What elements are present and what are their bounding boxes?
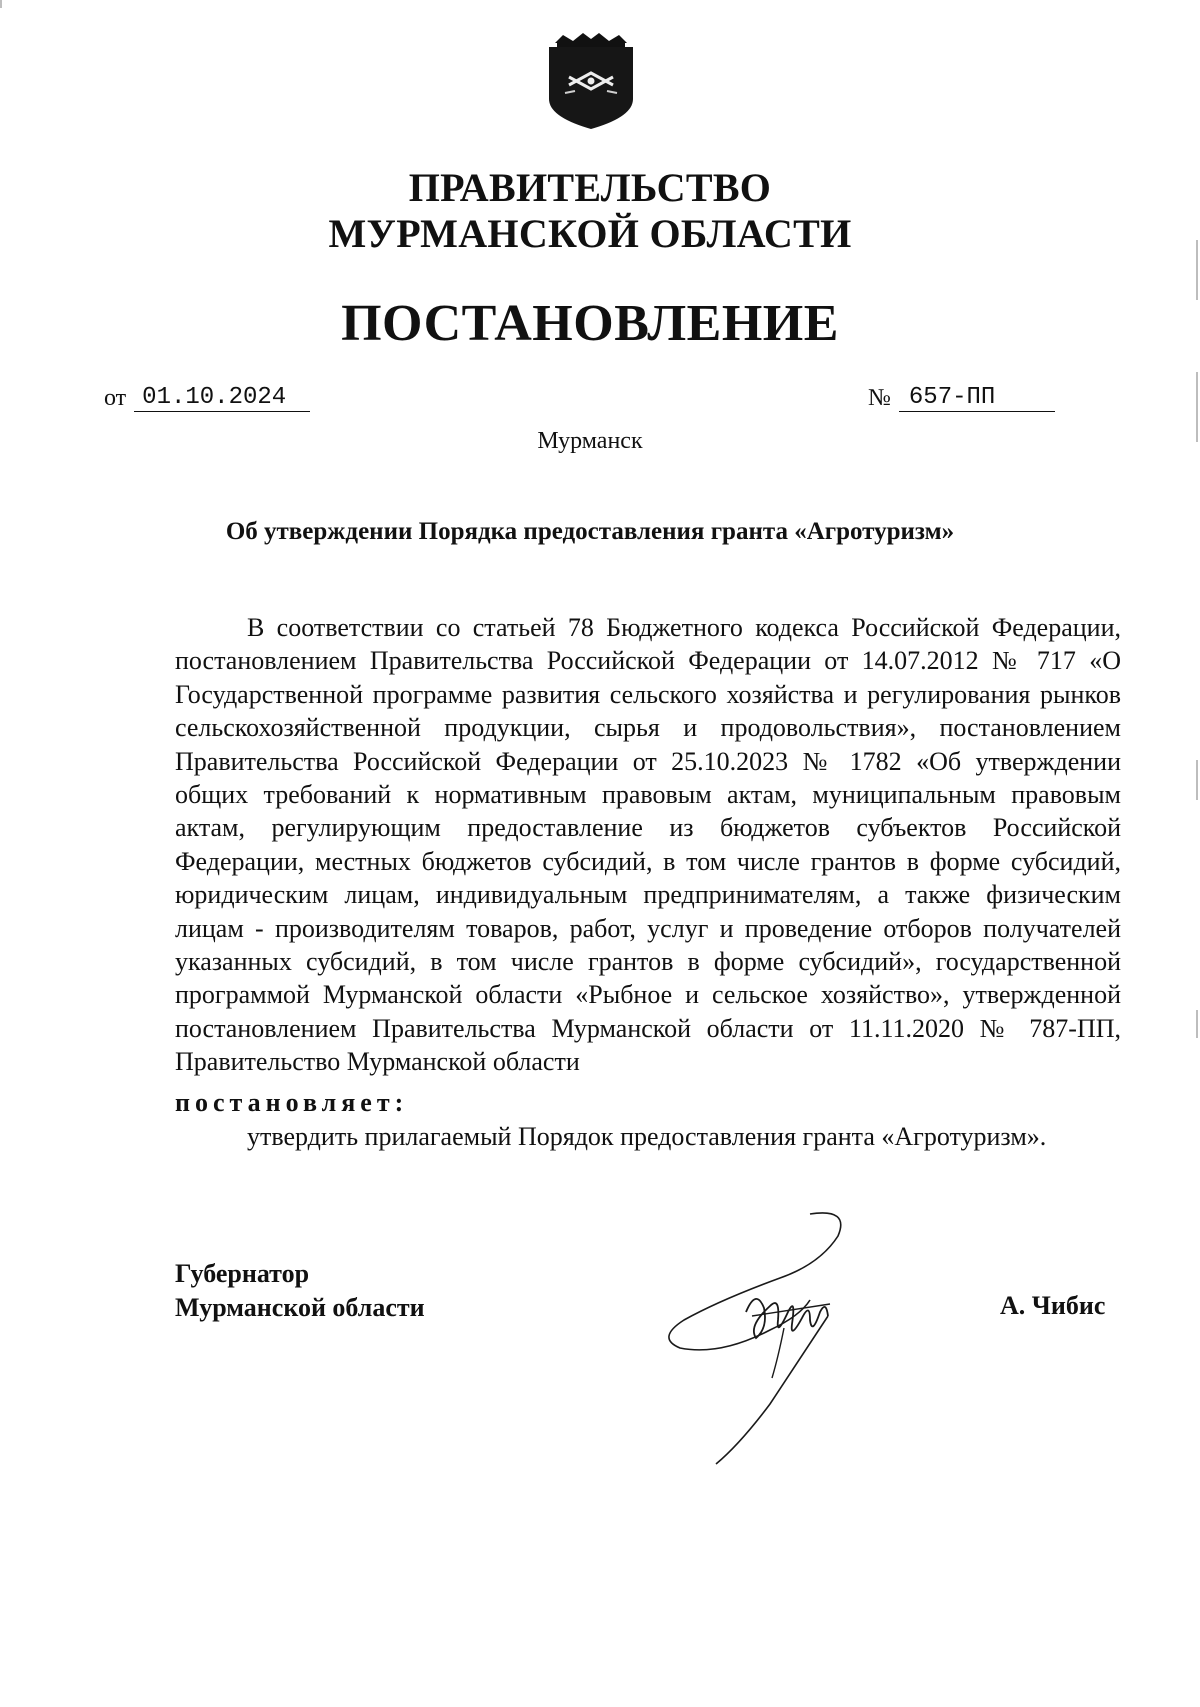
handwritten-signature [660, 1208, 900, 1468]
scan-edge-mark [1196, 240, 1198, 300]
signer-name: А. Чибис [1000, 1291, 1106, 1320]
date-prefix: от [104, 385, 127, 411]
coat-of-arms-icon [545, 33, 637, 131]
city: Мурманск [537, 428, 643, 454]
resolution-paragraph: утвердить прилагаемый Порядок предоставления гранта «Агротуризм». [247, 1122, 1047, 1151]
document-number [868, 384, 1055, 412]
scan-edge-mark [1196, 1010, 1198, 1038]
org-title-line1: ПРАВИТЕЛЬСТВО [408, 165, 772, 210]
document-subject: Об утверждении Порядка предоставления гранта «Агротуризм» [225, 518, 955, 545]
scan-edge-mark [1196, 372, 1198, 442]
preamble-paragraph: В соответствии со статьей 78 Бюджетного кодекса Российской Федерации, постановлением Правительства Российской Федерации от 14.07.2012 № 717 «О Государственной программе развития сельского хозяйства и регулирования рынков сельскохозяйственной продукции, сырья и продовольствия», постановлением Правительства Российской Федерации от 25.10.2023 № 1782 «Об утверждении общих требований к нормативным правовым актам, муниципальным правовым актам, регулирующим предоставление из бюджетов субъектов Российской Федерации, местных бюджетов субсидий, в том числе грантов в форме субсидий, юридическим лицам, индивидуальным предпринимателям, а также физическим лицам - производителям товаров, работ, услуг и проведение отборов получателей указанных субсидий, в том числе грантов в форме субсидий», государственной программой Мурманской области «Рыбное и сельское хозяйство», утвержденной постановлением Правительства Мурманской области от 11.11.2020 № 787-ПП, Правительство Мурманской области [175, 613, 1121, 1077]
signer-title-line2: Мурманской области [175, 1293, 425, 1322]
number-prefix: № [868, 385, 891, 411]
document-date [104, 384, 310, 412]
document-type-title: ПОСТАНОВЛЕНИЕ [341, 295, 839, 352]
decree-word: постановляет: [175, 1088, 409, 1117]
org-title-line2: МУРМАНСКОЙ ОБЛАСТИ [328, 211, 852, 256]
number-value: 657-ПП [899, 384, 1055, 412]
scan-edge-mark [1196, 760, 1198, 800]
signer-title-line1: Губернатор [175, 1259, 310, 1288]
date-value: 01.10.2024 [134, 384, 310, 412]
scan-edge-mark [0, 0, 2, 8]
